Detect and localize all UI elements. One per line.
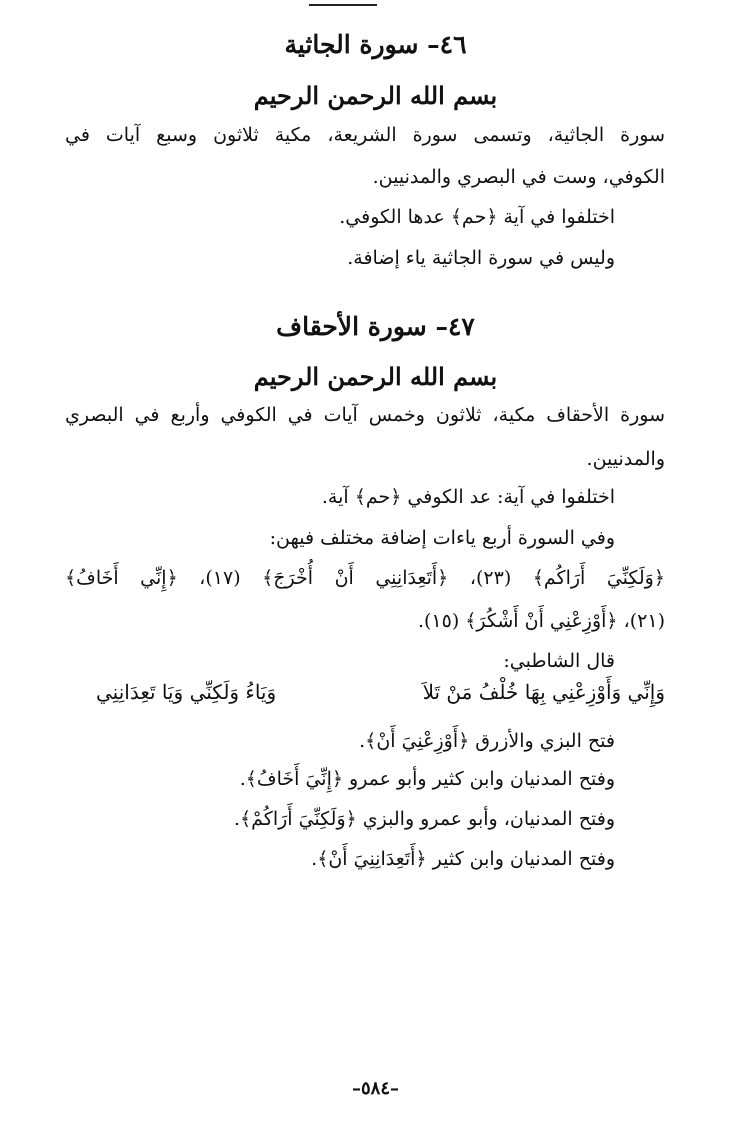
paragraph-line: والمدنيين. xyxy=(586,448,665,470)
surah-title-47: ٤٧– سورة الأحقاف xyxy=(276,312,475,341)
paragraph-line: فتح البزي والأزرق ﴿أَوْزِعْنِيَ أَنْ﴾. xyxy=(359,730,615,752)
verse-second-hemistich: وَإِنِّي وَأَوْزِعْنِي بِهَا خُلْفُ مَنْ تَلاَ xyxy=(422,680,665,704)
quran-words-line: (٢١)، ﴿أَوْزِعْنِي أَنْ أَشْكُرَ﴾ (١٥). xyxy=(417,610,665,632)
paragraph-line: سورة الجاثية، وتسمى سورة الشريعة، مكية ثلاثون وسبع آيات في xyxy=(65,124,665,146)
paragraph-line: وفتح المدنيان، وأبو عمرو والبزي ﴿وَلَكِنِّيَ أَرَاكُمْ﴾. xyxy=(233,808,615,830)
page-number: –٥٨٤– xyxy=(351,1078,399,1099)
paragraph-line: وفي السورة أربع ياءات إضافة مختلف فيهن: xyxy=(269,527,615,549)
paragraph-line: الكوفي، وست في البصري والمدنيين. xyxy=(372,166,665,188)
paragraph-line: وفتح المدنيان وابن كثير وأبو عمرو ﴿إِنِّيَ أَخَافُ﴾. xyxy=(239,768,615,790)
paragraph-line: سورة الأحقاف مكية، ثلاثون وخمس آيات في الكوفي وأربع في البصري xyxy=(65,404,665,426)
quran-words-line: ﴿وَلَكِنِّيَ أَرَاكُم﴾ (٢٣)، ﴿أَتَعِدَانِنِي أَنْ أُخْرَجَ﴾ (١٧)، ﴿إِنِّي أَخَافُ﴾ xyxy=(65,567,665,589)
surah-title-46: ٤٦– سورة الجاثية xyxy=(284,30,467,59)
paragraph-line: اختلفوا في آية: عد الكوفي ﴿حم﴾ آية. xyxy=(321,486,615,508)
paragraph-line: وليس في سورة الجاثية ياء إضافة. xyxy=(347,247,615,269)
basmala-46: بسم الله الرحمن الرحيم xyxy=(253,81,498,110)
basmala-47: بسم الله الرحمن الرحيم xyxy=(253,362,498,391)
paragraph-line: اختلفوا في آية ﴿حم﴾ عدها الكوفي. xyxy=(339,206,615,228)
verse-first-hemistich: وَيَاءُ وَلَكِنِّي وَيَا تَعِدَانِنِي xyxy=(96,680,277,704)
paragraph-line: وفتح المدنيان وابن كثير ﴿أَتَعِدَانِنِيَ أَنْ﴾. xyxy=(311,848,615,870)
paragraph-line: قال الشاطبي: xyxy=(503,650,615,672)
